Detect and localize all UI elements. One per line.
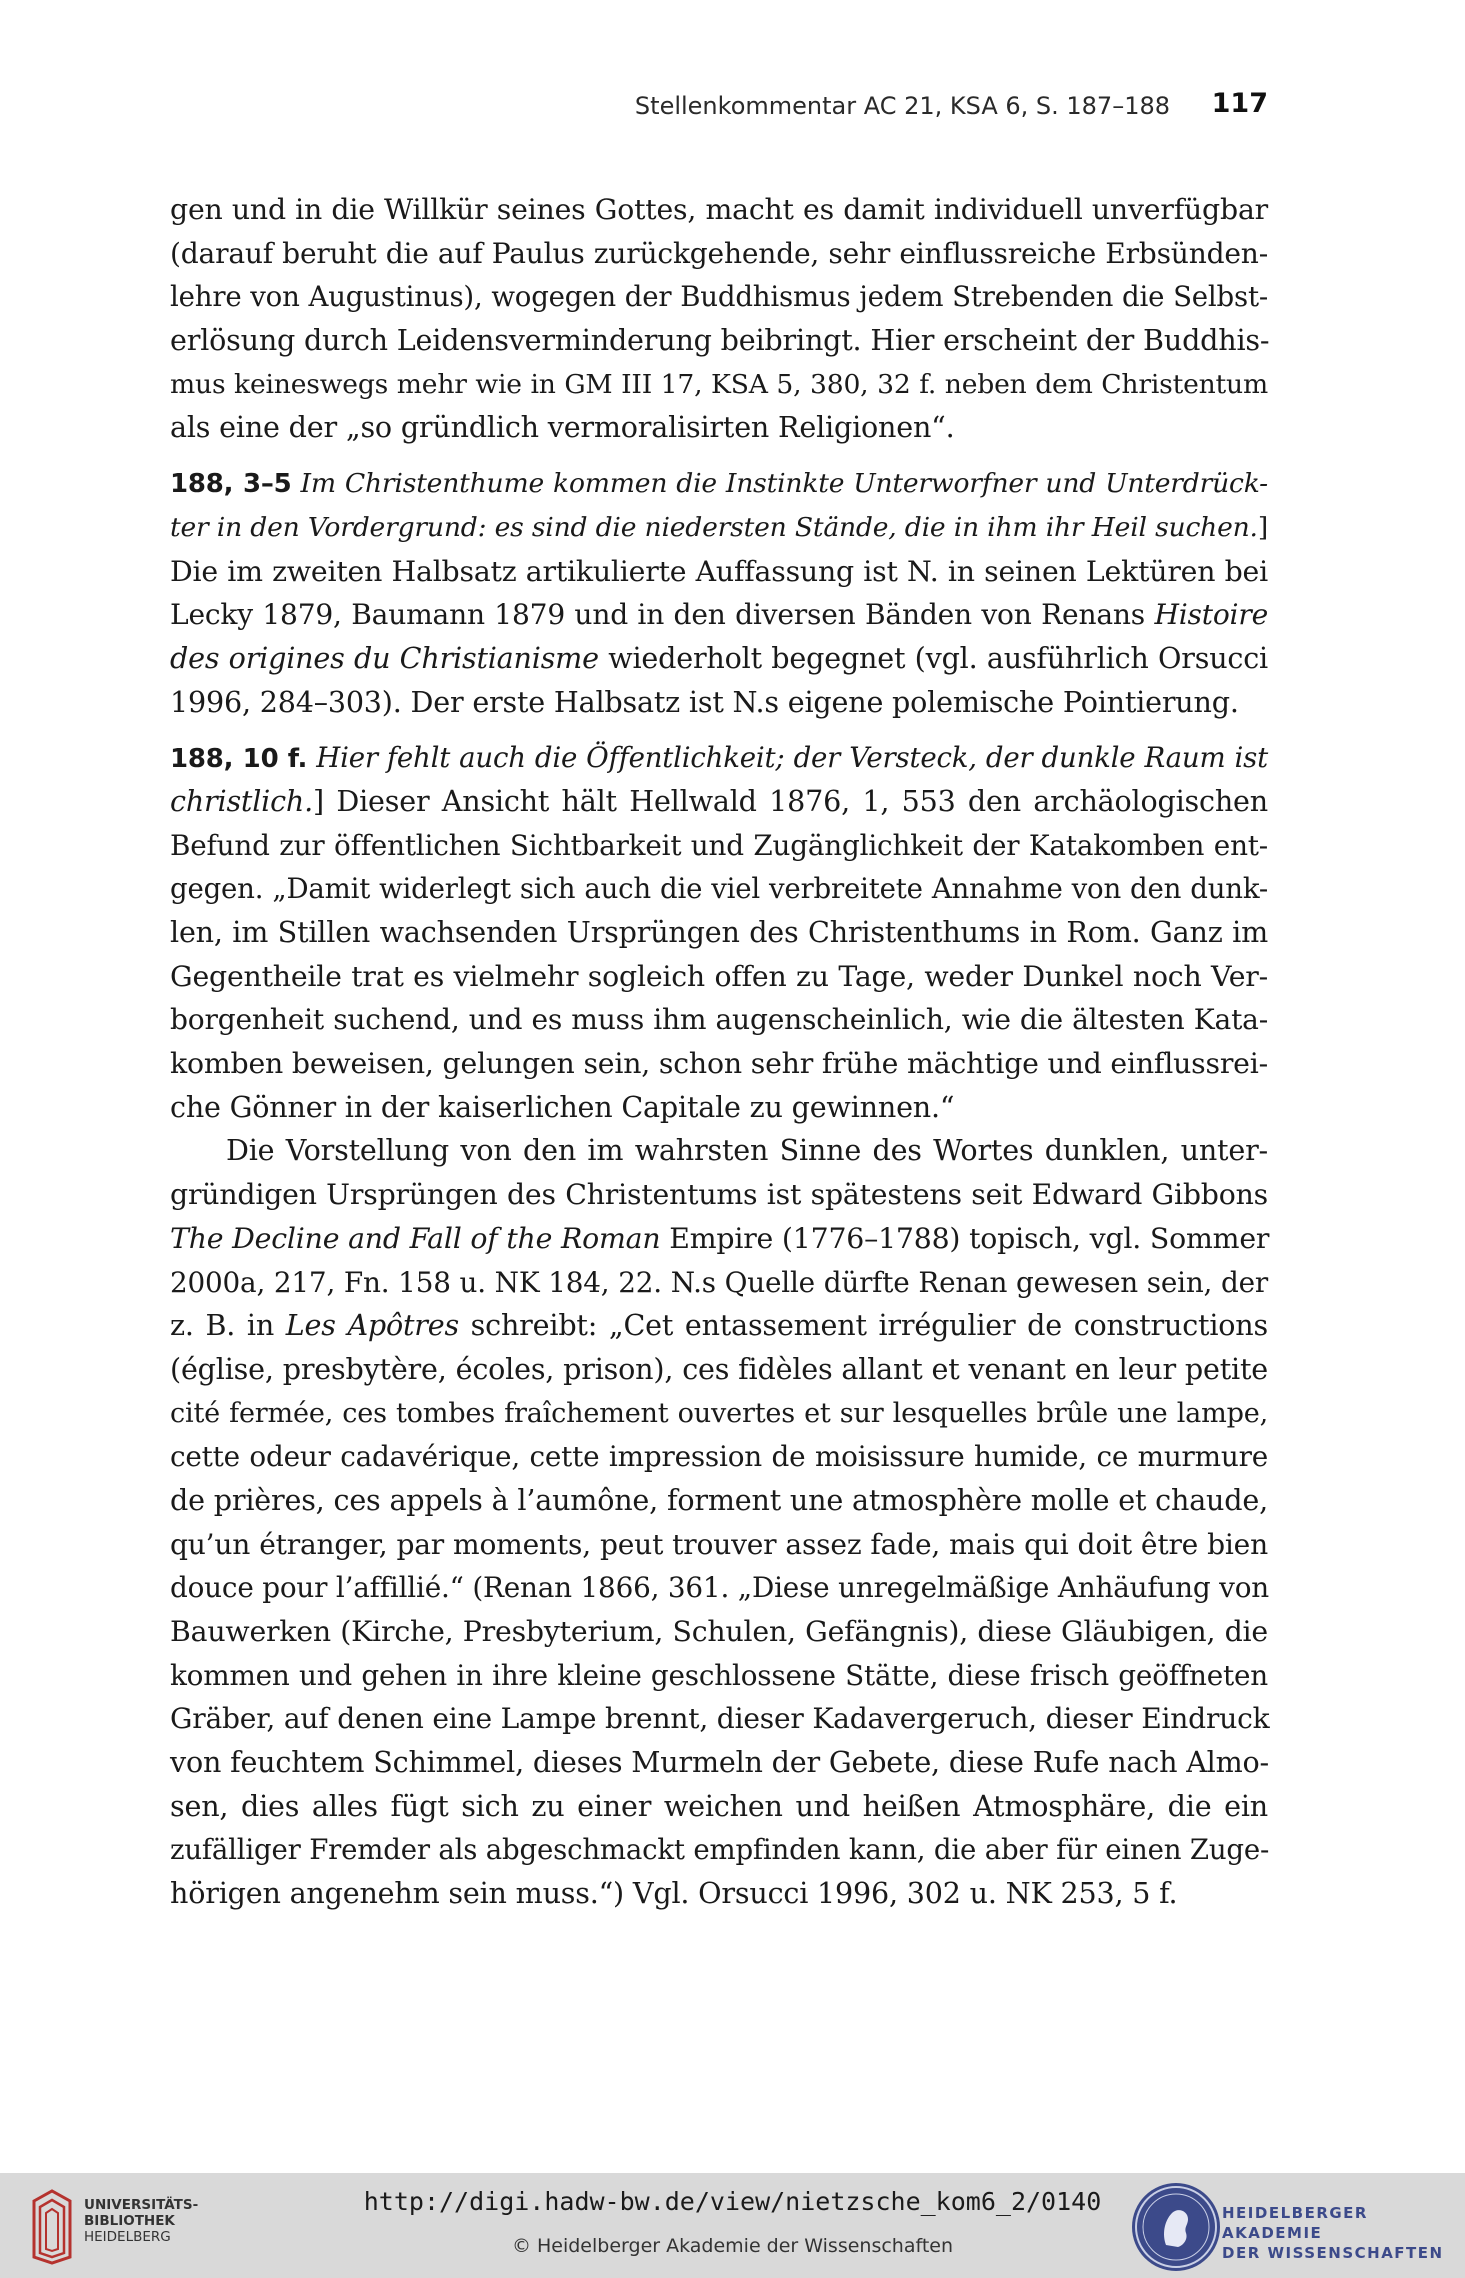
text-line: lehre von Augustinus), wogegen der Buddhismus jedem Strebenden die Selbst-: [170, 280, 1268, 314]
page-header: [170, 86, 1268, 126]
text-line: len, im Stillen wachsenden Ursprüngen des Christenthums in Rom. Ganz im: [170, 915, 1268, 949]
text-line: [170, 593, 1268, 637]
text-line: Befund zur öffentlichen Sichtbarkeit und Zugänglichkeit der Katakomben ent-: [170, 828, 1268, 862]
text-line: erlösung durch Leidensverminderung beibringt. Hier erscheint der Buddhis-: [170, 323, 1270, 358]
text-line: komben beweisen, gelungen sein, schon sehr frühe mächtige und einflussrei-: [170, 1047, 1268, 1081]
digitization-footer: [0, 2173, 1465, 2278]
text-line: [170, 1304, 1268, 1348]
text-line: che Gönner in der kaiserlichen Capitale zu gewinnen.“: [170, 1089, 955, 1124]
text-line: de prières, ces appels à l’aumône, forment une atmosphère molle et chaude,: [170, 1482, 1268, 1517]
text-line: zufälliger Fremder als abgeschmackt empfinden kann, die aber für einen Zuge-: [170, 1833, 1270, 1867]
text-line: [170, 506, 1268, 550]
lemma-reference: 188, 3–5: [170, 469, 292, 500]
academy-name-line: DER WISSENSCHAFTEN: [1222, 2244, 1444, 2262]
book-title: des origines du Christianisme: [170, 640, 599, 675]
lemma-reference: 188, 10 f.: [170, 744, 308, 775]
text-segment: schreibt: „Cet entassement irrégulier de constructions: [458, 1308, 1268, 1343]
text-line: (église, presbytère, écoles, prison), ces fidèles allant et venant en leur petite: [170, 1351, 1268, 1386]
lemma-quote: christlich.: [170, 783, 314, 818]
text-line: Bauwerken (Kirche, Presbyterium, Schulen, Gefängnis), diese Gläubigen, die: [170, 1615, 1268, 1648]
text-line: Die Vorstellung von den im wahrsten Sinne des Wortes dunklen, unter-: [226, 1133, 1268, 1168]
commentary-entry-line: [170, 462, 1268, 506]
text-line: gründigen Ursprüngen des Christentums ist spätestens seit Edward Gibbons: [170, 1178, 1268, 1212]
text-line: cité fermée, ces tombes fraîchement ouvertes et sur lesquelles brûle une lampe,: [170, 1397, 1268, 1429]
lemma-bracket: ]: [1257, 511, 1268, 543]
lemma-quote: ter in den Vordergrund: es sind die niedersten Stände, die in ihm ihr Heil suchen.: [170, 511, 1258, 543]
text-line: hörigen angenehm sein muss.“) Vgl. Orsucci 1996, 302 u. NK 253, 5 f.: [170, 1876, 1178, 1911]
text-line: (darauf beruht die auf Paulus zurückgehende, sehr einflussreiche Erbsünden-: [170, 236, 1268, 270]
text-line: gen und in die Willkür seines Gottes, macht es damit individuell unverfügbar: [170, 193, 1268, 226]
book-title: Histoire: [1154, 598, 1268, 632]
text-line: mus keineswegs mehr wie in GM III 17, KSA 5, 380, 32 f. neben dem Christentum: [170, 368, 1268, 400]
academy-name-line: HEIDELBERGER AKADEMIE: [1222, 2204, 1368, 2242]
text-line: [170, 637, 1268, 681]
text-segment: ] Dieser Ansicht hält Hellwald 1876, 1, 553 den archäologischen: [313, 783, 1268, 818]
text-line: [170, 780, 1268, 824]
book-title: Les Apôtres: [285, 1308, 459, 1343]
text-line: 2000a, 217, Fn. 158 u. NK 184, 22. N.s Quelle dürfte Renan gewesen sein, der: [170, 1265, 1268, 1299]
lemma-quote: Im Christenthume kommen die Instinkte Unterworfner und Unterdrück-: [300, 468, 1268, 500]
academy-name: [1222, 2203, 1465, 2263]
library-name-line: HEIDELBERG: [84, 2229, 171, 2245]
lemma-quote: Hier fehlt auch die Öffentlichkeit; der Versteck, der dunkle Raum ist: [307, 741, 1269, 775]
academy-seal-icon: [1132, 2183, 1220, 2271]
text-line: von feuchtem Schimmel, dieses Murmeln der Gebete, diese Rufe nach Almo-: [170, 1745, 1269, 1780]
text-line: Die im zweiten Halbsatz artikulierte Auffassung ist N. in seinen Lektüren bei: [170, 554, 1268, 588]
text-segment: wiederholt begegnet (vgl. ausführlich Orsucci: [598, 640, 1268, 675]
text-line: [170, 1217, 1268, 1261]
text-segment: Empire (1776–1788) topisch, vgl. Sommer: [660, 1221, 1270, 1255]
library-name-line: BIBLIOTHEK: [84, 2213, 175, 2229]
text-line: douce pour l’affillié.“ (Renan 1866, 361. „Diese unregelmäßige Anhäufung von: [170, 1571, 1269, 1605]
text-line: 1996, 284–303). Der erste Halbsatz ist N.s eigene polemische Pointierung.: [170, 684, 1239, 719]
text-line: sen, dies alles fügt sich zu einer weichen und heißen Atmosphäre, die ein: [170, 1788, 1268, 1823]
commentary-entry-line: [170, 736, 1268, 780]
text-line: qu’un étranger, par moments, peut trouver assez fade, mais qui doit être bien: [170, 1527, 1268, 1561]
text-line: gegen. „Damit widerlegt sich auch die viel verbreitete Annahme von den dunk-: [170, 872, 1268, 906]
text-line: Gräber, auf denen eine Lampe brennt, dieser Kadavergeruch, dieser Eindruck: [170, 1702, 1270, 1736]
page-number: 117: [1211, 88, 1268, 119]
text-line: als eine der „so gründlich vermoralisirten Religionen“.: [170, 410, 955, 445]
commentary-text: [170, 188, 1268, 1916]
text-line: cette odeur cadavérique, cette impression de moisissure humide, ce murmure: [170, 1440, 1268, 1474]
text-segment: Lecky 1879, Baumann 1879 und in den diversen Bänden von Renans: [170, 598, 1155, 632]
text-segment: z. B. in: [170, 1308, 286, 1343]
running-title: Stellenkommentar AC 21, KSA 6, S. 187–188: [634, 92, 1170, 120]
book-title: The Decline and Fall of the Roman: [170, 1221, 661, 1255]
text-line: kommen und gehen in ihre kleine geschlossene Stätte, diese frisch geöffneten: [170, 1658, 1268, 1692]
library-name-line: UNIVERSITÄTS-: [84, 2197, 199, 2213]
text-line: Gegentheile trat es vielmehr sogleich offen zu Tage, weder Dunkel noch Ver-: [170, 959, 1268, 993]
text-line: borgenheit suchend, und es muss ihm augenscheinlich, wie die ältesten Kata-: [170, 1003, 1268, 1037]
source-url-link[interactable]: http://digi.hadw-bw.de/view/nietzsche_kom6_2/0140: [363, 2187, 1102, 2216]
copyright-notice: © Heidelberger Akademie der Wissenschaften: [511, 2235, 954, 2257]
